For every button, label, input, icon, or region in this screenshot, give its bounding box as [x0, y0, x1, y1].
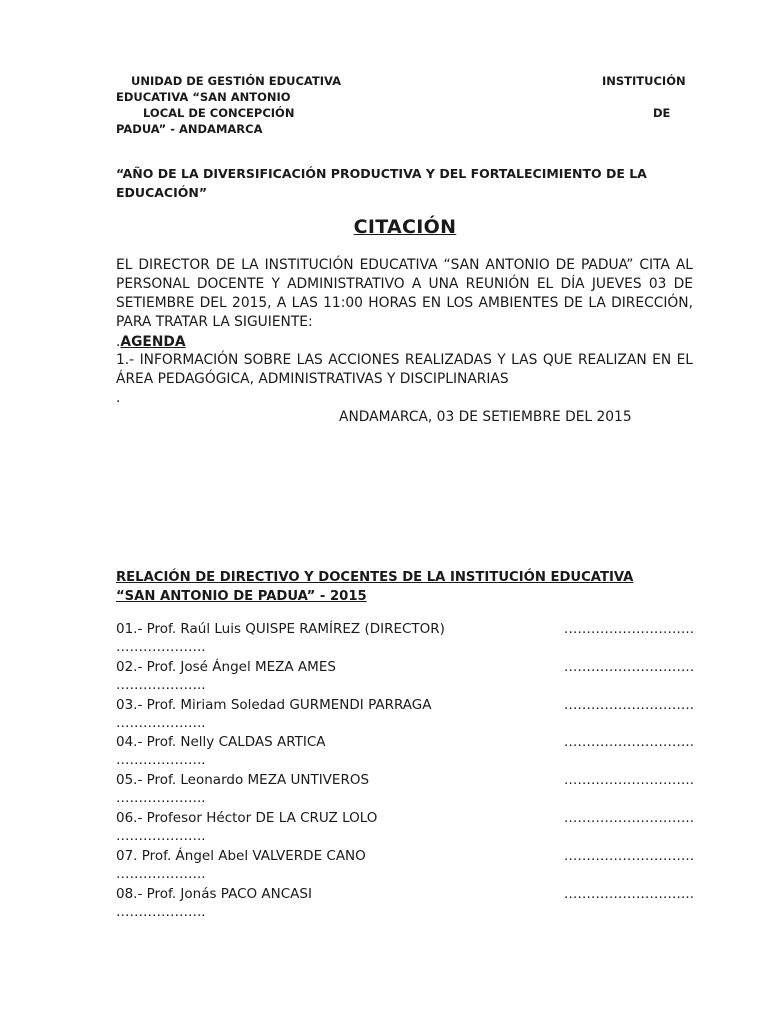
signature-line: ……………………….. — [563, 810, 694, 826]
year-motto-line: “AÑO DE LA DIVERSIFICACIÓN PRODUCTIVA Y DEL FORTALECIMIENTO DE LA — [116, 166, 647, 181]
staff-name: 01.- Prof. Raúl Luis QUISPE RAMÍREZ (DIRECTOR) — [116, 621, 445, 637]
staff-name: 06.- Profesor Héctor DE LA CRUZ LOLO — [116, 810, 378, 826]
signature-line: ……………………….. — [563, 772, 694, 789]
agenda-prefix: . — [116, 334, 121, 350]
signature-line: ……………………….. — [563, 885, 694, 902]
year-motto-line: EDUCACIÓN” — [116, 185, 208, 200]
year-motto — [116, 164, 676, 202]
agenda-item-line: ÁREA PEDAGÓGICA, ADMINISTRATIVAS Y DISCIPLINARIAS — [116, 371, 509, 387]
header-institution-label: INSTITUCIÓN — [602, 74, 686, 88]
agenda-item-line: 1.- INFORMACIÓN SOBRE LAS ACCIONES REALIZADAS Y LAS QUE REALIZAN EN EL — [116, 352, 693, 368]
agenda-heading — [116, 333, 186, 352]
signature-line: ……………………….. — [563, 847, 694, 864]
agenda-label: AGENDA — [120, 334, 186, 350]
staff-row — [116, 847, 694, 885]
signature-line-continuation: ……………….. — [116, 903, 206, 920]
signature-line: ……………………….. — [563, 658, 694, 675]
agenda-item — [116, 351, 693, 389]
signature-line: ……………………….. — [563, 621, 694, 637]
signature-line-continuation: ……………….. — [116, 828, 206, 844]
staff-row — [116, 696, 694, 734]
header-local-label: LOCAL DE CONCEPCIÓN — [143, 106, 295, 120]
staff-name: 08.- Prof. Jonás PACO ANCASI — [116, 885, 312, 902]
signature-line-continuation: ……………….. — [116, 752, 206, 769]
signature-line: ……………………….. — [563, 696, 694, 713]
staff-name: 04.- Prof. Nelly CALDAS ARTICA — [116, 734, 326, 751]
staff-row — [116, 620, 694, 658]
paragraph-line: PARA TRATAR LA SIGUIENTE: — [116, 314, 313, 330]
signature-line-continuation: ……………….. — [116, 639, 206, 655]
header-school-name-start: EDUCATIVA “SAN ANTONIO — [116, 90, 291, 104]
staff-name: 02.- Prof. José Ángel MEZA AMES — [116, 658, 336, 675]
paragraph-line: SETIEMBRE DEL 2015, A LAS 11:00 HORAS EN LOS AMBIENTES DE LA DIRECCIÓN, — [116, 295, 693, 311]
header-ugel-label: UNIDAD DE GESTIÓN EDUCATIVA — [131, 74, 342, 88]
paragraph-line: PERSONAL DOCENTE Y ADMINISTRATIVO A UNA REUNIÓN EL DÍA JUEVES 03 DE — [116, 276, 693, 292]
citation-paragraph — [116, 256, 693, 332]
signature-line: ……………………….. — [563, 734, 694, 751]
signature-line-continuation: ……………….. — [116, 865, 206, 882]
staff-row — [116, 809, 694, 847]
staff-name: 07. Prof. Ángel Abel VALVERDE CANO — [116, 847, 366, 864]
staff-list-heading-school: “SAN ANTONIO DE PADUA” - 2015 — [116, 589, 367, 604]
paragraph-line: EL DIRECTOR DE LA INSTITUCIÓN EDUCATIVA “SAN ANTONIO DE PADUA” CITA AL — [116, 257, 693, 273]
staff-row — [116, 771, 694, 809]
staff-list-heading: RELACIÓN DE DIRECTIVO Y DOCENTES DE LA INSTITUCIÓN EDUCATIVA — [116, 570, 634, 585]
staff-row — [116, 733, 694, 771]
header-de-label: DE — [653, 106, 671, 120]
signature-line-continuation: ……………….. — [116, 714, 206, 731]
document-title: CITACIÓN — [353, 216, 457, 238]
staff-row — [116, 658, 694, 696]
header-school-name-end: PADUA” - ANDAMARCA — [116, 122, 263, 136]
signature-line-continuation: ……………….. — [116, 790, 206, 807]
agenda-dot: . — [116, 390, 121, 406]
place-date: ANDAMARCA, 03 DE SETIEMBRE DEL 2015 — [339, 409, 632, 425]
staff-name: 05.- Prof. Leonardo MEZA UNTIVEROS — [116, 772, 370, 789]
signature-line-continuation: ……………….. — [116, 676, 206, 693]
staff-name: 03.- Prof. Miriam Soledad GURMENDI PARRAGA — [116, 696, 432, 713]
staff-row — [116, 885, 694, 923]
